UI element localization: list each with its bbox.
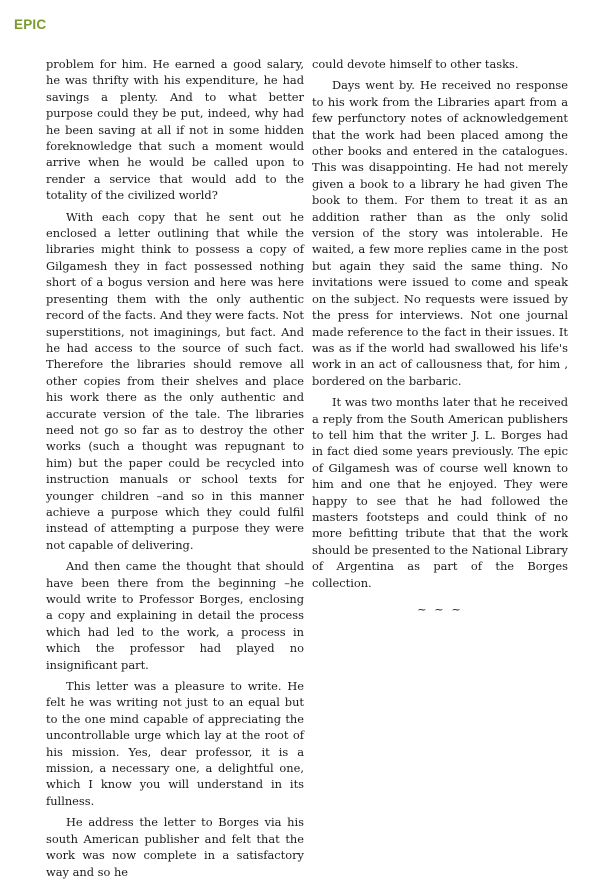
paragraph: It was two months later that he received a reply from the South American publishers to tell him that the writer J. L. Borges had in fact died some years previously. The epic of Gilgamesh was of course well known to him and one that he enjoyed. They were happy to see that he had followed the masters footsteps and could think of no more befitting tribute that that the work should be presented to the National Library of Argentina as part of the Borges collection.	[312, 395, 568, 590]
right-text-column	[312, 56, 568, 622]
section-label: EPIC	[14, 17, 47, 32]
paragraph: Days went by. He received no response to his work from the Libraries apart from a few perfunctory notes of acknowledgement that the work had been placed among the other books and entered in the catalogues. This was disappointing. He had not merely given a book to a library he had given The book to them. For them to treat it as an addition rather than as the only solid version of the story was intolerable. He waited, a few more replies came in the post but again they said the same thing. No invitations were issued to come and speak on the subject. No requests were issued by the press for interviews. Not one journal made reference to the fact in their issues. It was as if the world had swallowed his life's work in an act of callousness that, for him , bordered on the barbaric.	[312, 78, 568, 388]
section-separator: ~ ~ ~	[417, 602, 463, 616]
paragraph: could devote himself to other tasks.	[312, 57, 519, 71]
paragraph: This letter was a pleasure to write. He felt he was writing not just to an equal but to the one mind capable of appreciating the uncontrollable urge which lay at the root of his mission. Yes, dear professor, it is a mission, a necessary one, a delightful one, which I know you will understand in its fullness.	[46, 679, 304, 808]
paragraph: problem for him. He earned a good salary, he was thrifty with his expenditure, he had savings a plenty. And to what better purpose could they be put, indeed, why had he been saving at all if not in some hidden foreknowledge that such a moment would arrive when he would be called upon to render a service that would add to the totality of the civilized world?	[46, 57, 304, 203]
paragraph: With each copy that he sent out he enclosed a letter outlining that while the libraries might think to possess a copy of Gilgamesh they in fact possessed nothing short of a bogus version and here was here presenting them with the only authentic record of the facts. And they were facts. Not superstitions, not imaginings, but fact. And he had access to the source of such fact. Therefore the libraries should remove all other copies from their shelves and place his work there as the only authentic and accurate version of the tale. The libraries need not go so far as to destroy the other works (such a thought was repugnant to him) but the paper could be recycled into instruction manuals or school texts for younger children –and so in this manner achieve a purpose which they could fulfil instead of attempting a purpose they were not capable of delivering.	[46, 209, 304, 552]
paragraph: And then came the thought that should have been there from the beginning –he would write to Professor Borges, enclosing a copy and explaining in detail the process which had led to the work, a process in which the professor had played no insignificant part.	[46, 559, 304, 672]
paragraph: He address the letter to Borges via his south American publisher and felt that the work was now complete in a satisfactory way and so he	[46, 815, 304, 879]
left-text-column	[46, 56, 304, 885]
